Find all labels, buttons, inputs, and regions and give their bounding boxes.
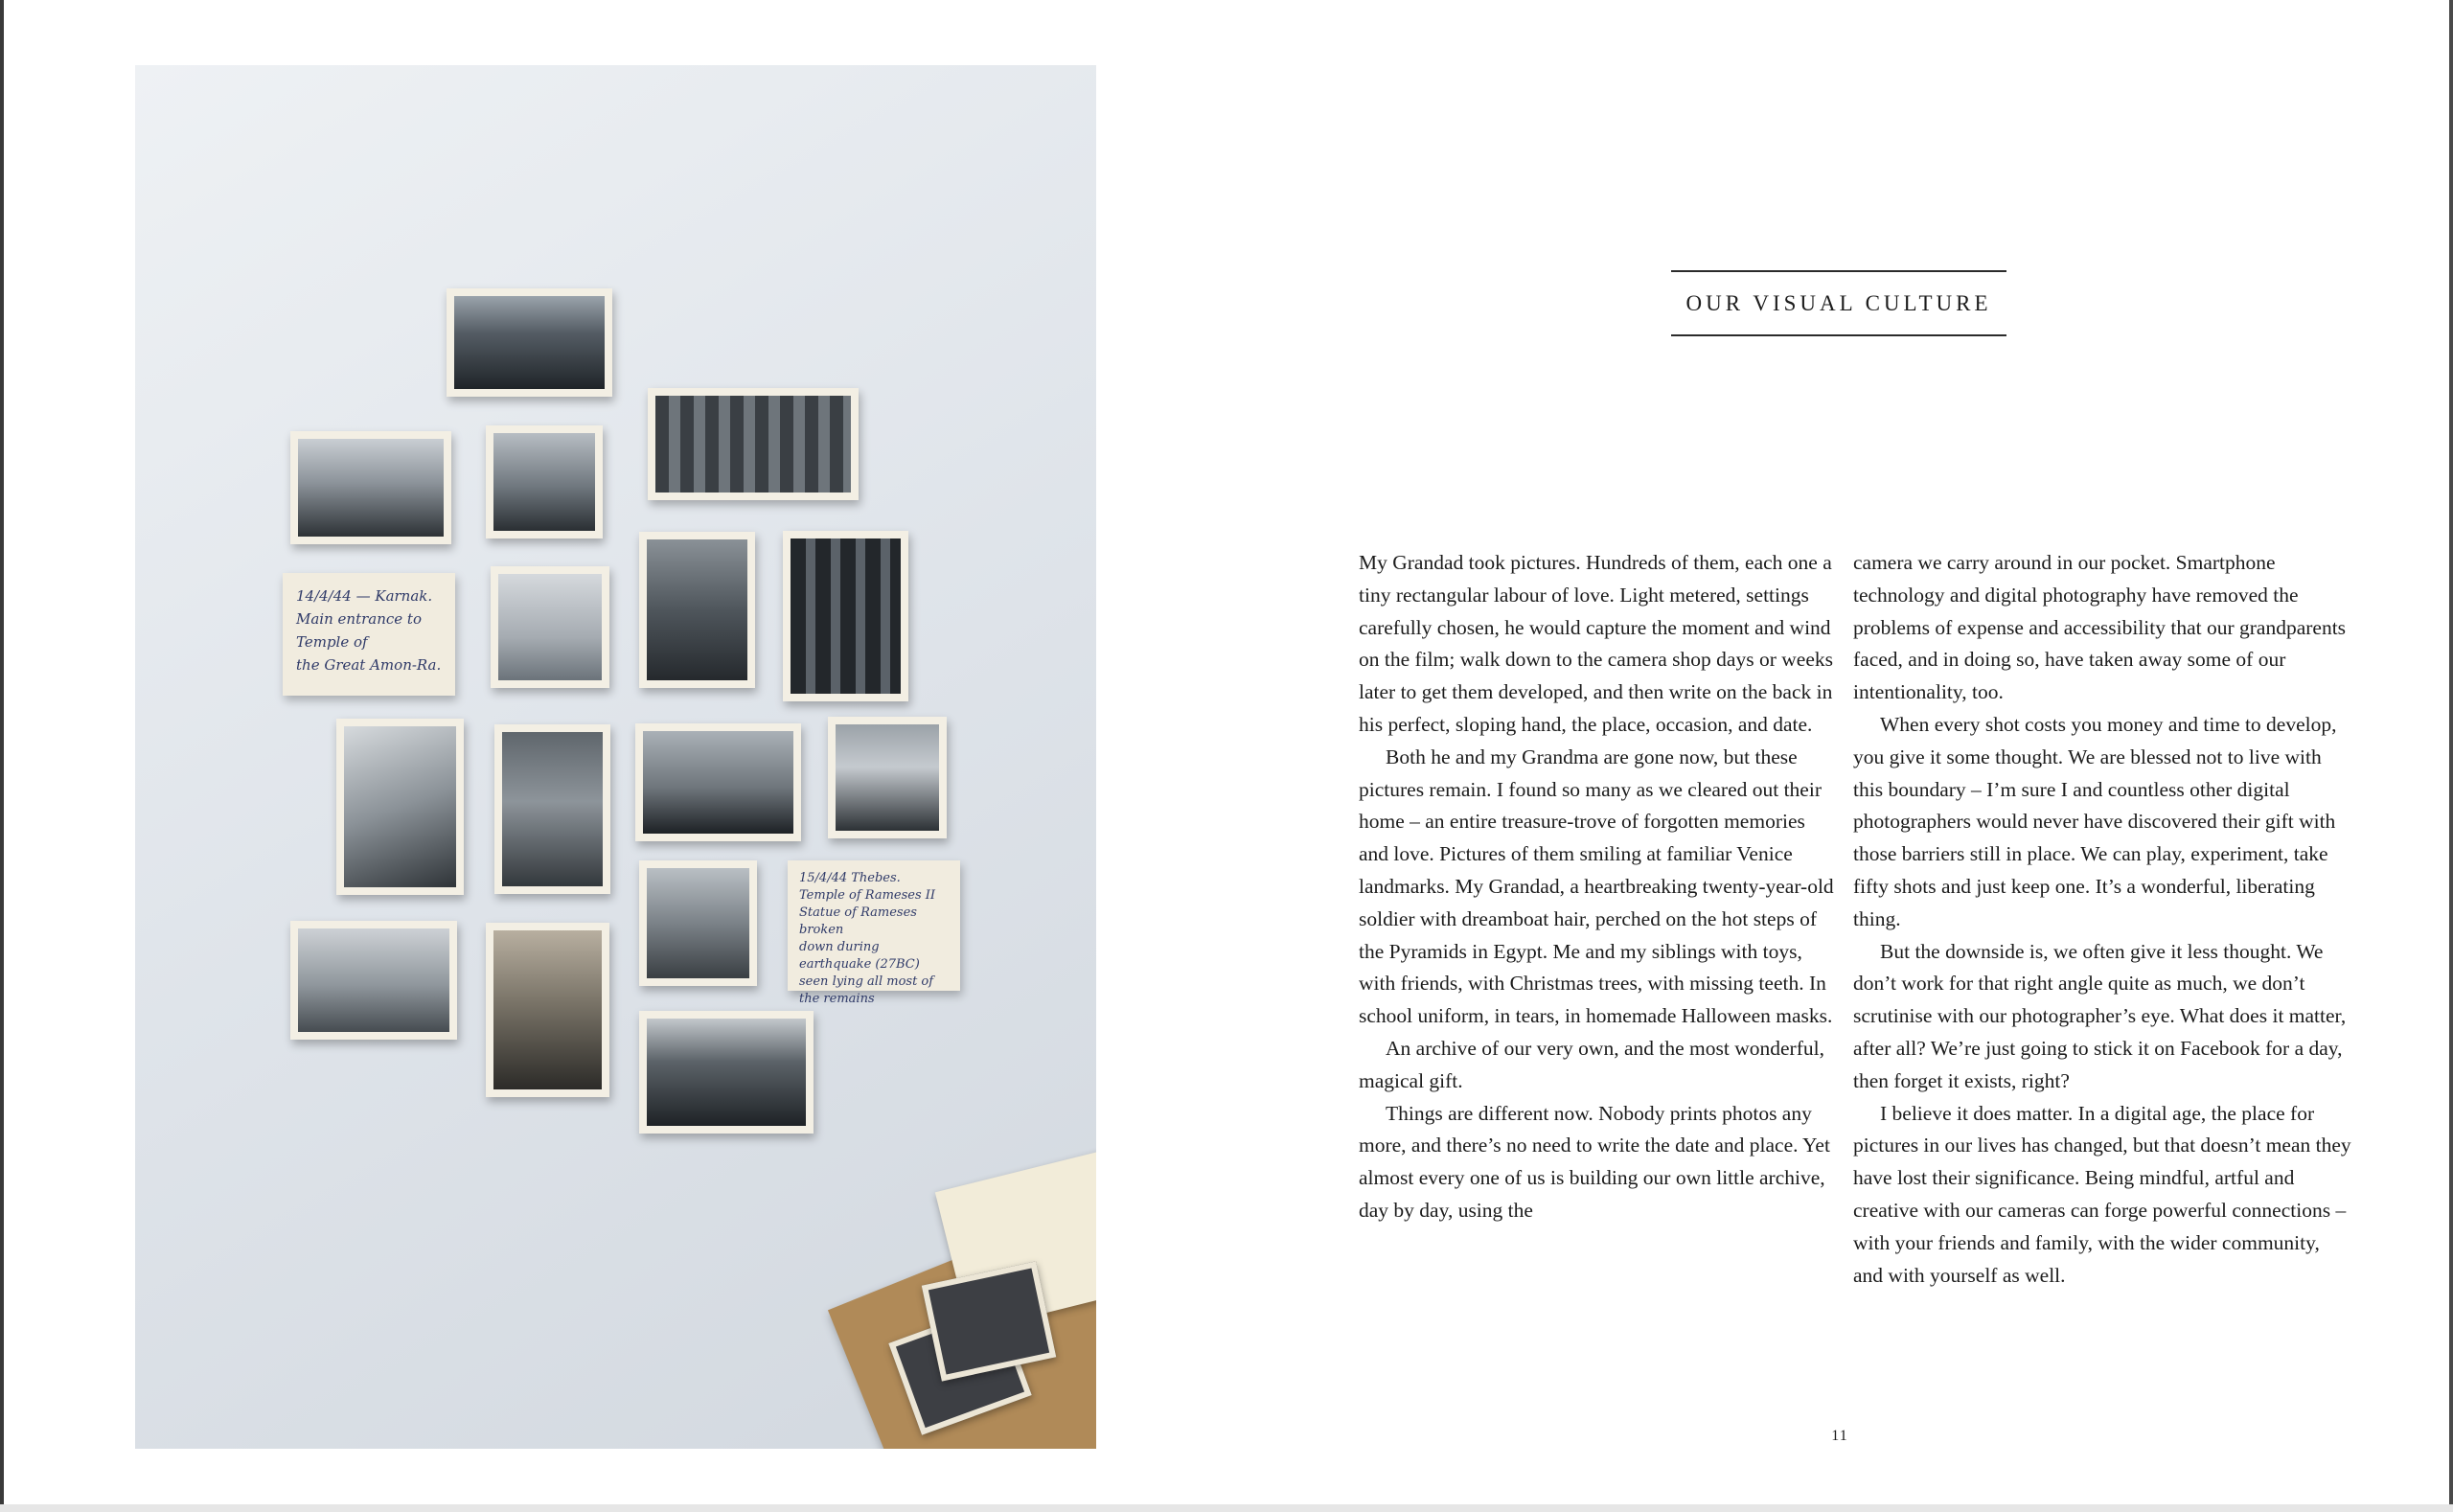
paragraph: When every shot costs you money and time to develop, you give it some thought. We are blessed not to live with this boundary – I’m sure I and countless other digital photographers would never have discovered their gift with those barriers still in place. We can play, experiment, take fifty shots and just keep one. It’s a wonderful, liberating thing. [1853, 712, 2337, 930]
note-line: Temple of Rameses II [799, 888, 936, 903]
paragraph: I believe it does matter. In a digital age, the place for pictures in our lives has changed, but that doesn’t mean they have lost their significance. Being mindful, artful and creative with our cameras can forge powerful connections – with your friends and family, with the wider community, and with yourself as well. [1853, 1101, 2351, 1287]
note-line: 14/4/44 — Karnak. [296, 587, 433, 605]
photo-print-mosque-courtyard [648, 388, 859, 500]
note-line: seen lying all most of the remains [799, 974, 934, 1006]
chapter-heading-block [1671, 270, 2006, 336]
photo-print-man-in-water [639, 532, 755, 688]
photo-print-seated-soldier [494, 724, 610, 894]
photo-print-trees [486, 425, 603, 538]
note-line: Statue of Rameses broken [799, 905, 917, 937]
photo-print-ship-deck [639, 1011, 814, 1134]
photo-print-tent [336, 719, 464, 895]
note-line: down during earthquake (27BC) [799, 940, 920, 972]
note-line: the Great Amon-Ra. [296, 656, 442, 674]
paragraph: Things are different now. Nobody prints photos any more, and there’s no need to write the date and place. Yet almost every one of us is building our own little archive, day by day, using the [1359, 1101, 1830, 1222]
text-column-left [1359, 547, 1838, 1227]
photo-print-man-by-wall [486, 923, 609, 1097]
paragraph: An archive of our very own, and the most wonderful, magical gift. [1359, 1036, 1824, 1092]
photo-print-two-men-boat [290, 431, 451, 544]
photo-print-ruins [290, 921, 457, 1040]
photo-print-temple-columns [783, 531, 908, 701]
page-bottom-edge [0, 1504, 2453, 1512]
photo-print-colonnade [447, 288, 612, 397]
paragraph: camera we carry around in our pocket. Smartphone technology and digital photography have removed the problems of expense and accessibility that our grandparents faced, and in doing so, have taken away some of our intentionality, too. [1853, 551, 2347, 704]
paragraph: Both he and my Grandma are gone now, but these pictures remain. I found so many as we cleared out their home – an entire treasure-trove of forgotten memories and love. Pictures of them smiling at familiar Venice landmarks. My Grandad, a heartbreaking twenty-year-old soldier with dreamboat hair, perched on the hot steps of the Pyramids in Egypt. Me and my siblings with toys, with friends, with Christmas trees, with missing teeth. In school uniform, in tears, in homemade Halloween masks. [1359, 745, 1834, 1028]
paragraph: My Grandad took pictures. Hundreds of them, each one a tiny rectangular labour of love. Light metered, settings carefully chosen, he would capture the moment and wind on the film; walk down to the camera shop days or weeks later to get them developed, and then write on the back in his perfect, sloping hand, the place, occasion, and date. [1359, 551, 1833, 736]
chapter-heading: OUR VISUAL CULTURE [1685, 291, 1992, 315]
paragraph: But the downside is, we often give it less thought. We don’t work for that right angle quite as much, we don’t scrutinise with our photographer’s eye. What does it matter, after all? We’re just going to stick it on Facebook for a day, then forget it exists, right? [1853, 939, 2347, 1092]
handwritten-note-karnak [283, 573, 455, 696]
heading-bottom-rule [1671, 334, 2006, 336]
book-edge-right [2449, 0, 2453, 1512]
photo-print-swimmers [491, 566, 609, 688]
handwritten-note-thebes [788, 860, 960, 1006]
note-line: Main entrance to Temple of [296, 610, 422, 651]
photo-print-minaret [828, 717, 947, 838]
photo-print-men-at-tent [639, 860, 757, 986]
text-column-right [1853, 547, 2351, 1292]
book-gutter-left [0, 0, 4, 1512]
wall-of-photographs-image [135, 65, 1096, 1449]
page-number: 11 [1831, 1428, 1848, 1444]
note-line: 15/4/44 Thebes. [799, 871, 901, 885]
photo-print-soldiers-on-rocks [635, 723, 801, 841]
